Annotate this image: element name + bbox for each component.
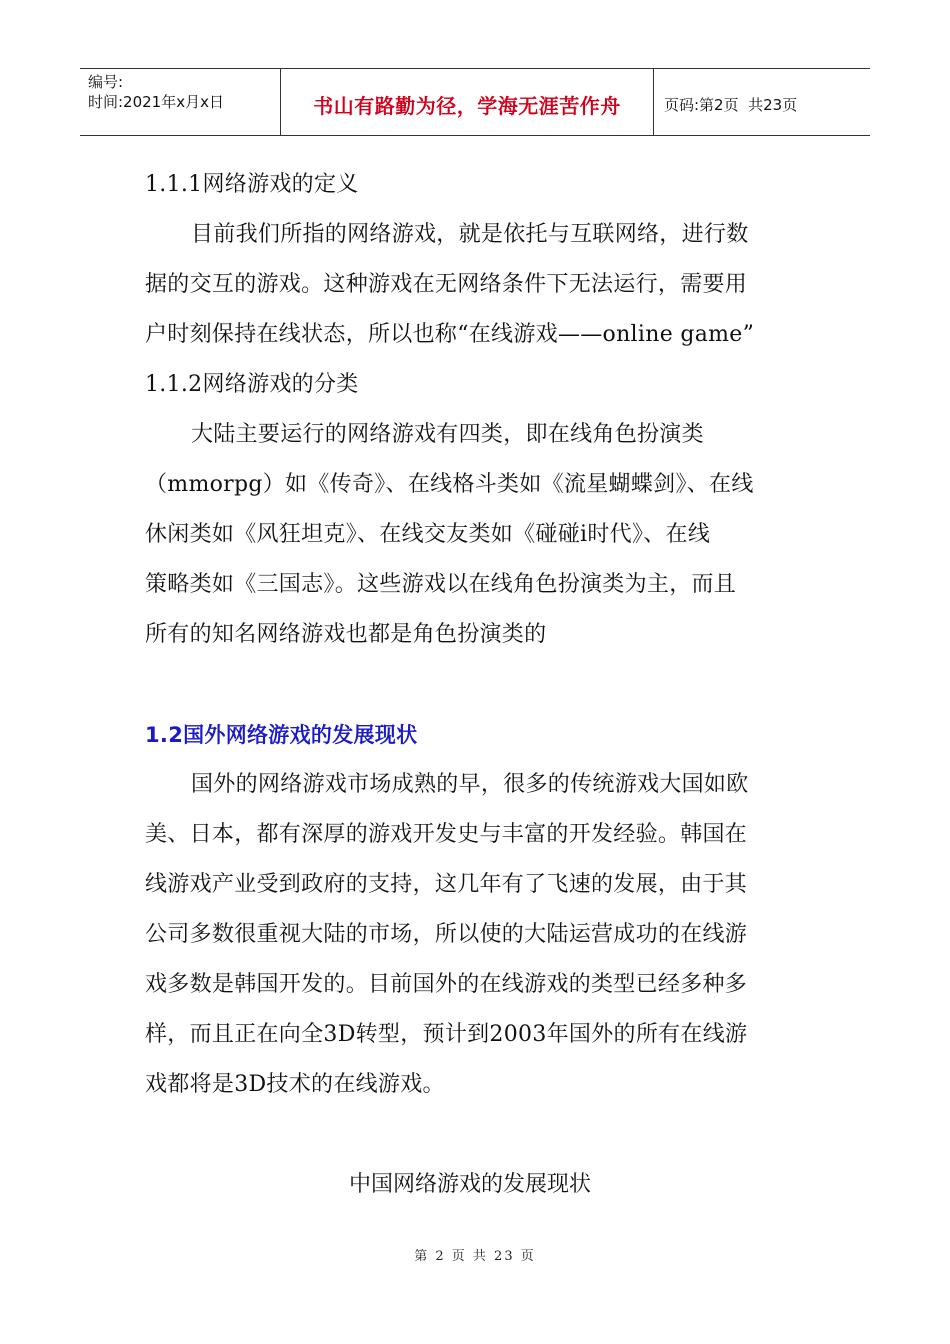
paragraph-line: 线游戏产业受到政府的支持，这几年有了飞速的发展，由于其 [145,872,748,897]
paragraph-line: （mmorpg）如《传奇》、在线格斗类如《流星蝴蝶剑》、在线 [145,472,754,497]
document-body [145,160,795,1210]
header-motto-cell [281,69,654,135]
paragraph-line: 样，而且正在向全3D转型，预计到2003年国外的所有在线游 [145,1022,748,1047]
section-1-2-title: 1.2国外网络游戏的发展现状 [145,723,418,747]
motto-text: 书山有路勤为径，学海无涯苦作舟 [313,93,621,118]
paragraph-line: 据的交互的游戏。这种游戏在无网络条件下无法运行，需要用 [145,272,748,297]
page-header [80,68,870,136]
footer-page-number: 第 2 页 共 23 页 [414,1249,536,1264]
paragraph-line: 国外的网络游戏市场成熟的早，很多的传统游戏大国如欧 [191,772,749,797]
paragraph-line: 户时刻保持在线状态，所以也称“在线游戏——online game” [145,322,755,347]
page-footer [0,1245,950,1264]
paragraph-line: 大陆主要运行的网络游戏有四类，即在线角色扮演类 [191,422,704,447]
paragraph-line: 公司多数很重视大陆的市场，所以使的大陆运营成功的在线游 [145,922,748,947]
section-1-1-2-title: 1.1.2网络游戏的分类 [145,372,359,397]
header-meta-cell [80,69,281,135]
paragraph-line: 策略类如《三国志》。这些游戏以在线角色扮演类为主，而且 [145,572,737,597]
china-section-title: 中国网络游戏的发展现状 [348,1172,591,1197]
paragraph-line: 目前我们所指的网络游戏，就是依托与互联网络，进行数 [191,222,749,247]
spacer [145,660,795,710]
paragraph-line: 戏多数是韩国开发的。目前国外的在线游戏的类型已经多种多 [145,972,748,997]
spacer [145,1110,795,1160]
section-1-1-1-title: 1.1.1网络游戏的定义 [145,172,359,197]
number-label: 编号: [88,73,124,91]
header-page-cell [654,69,870,135]
paragraph-line: 戏都将是3D技术的在线游戏。 [145,1072,445,1097]
paragraph-line: 休闲类如《风狂坦克》、在线交友类如《碰碰i时代》、在线 [145,522,711,547]
paragraph-line: 美、日本，都有深厚的游戏开发史与丰富的开发经验。韩国在 [145,822,748,847]
page-info: 页码:第2页 共23页 [664,95,798,114]
paragraph-line: 所有的知名网络游戏也都是角色扮演类的 [145,622,547,647]
time-label: 时间:2021年x月x日 [88,93,224,111]
